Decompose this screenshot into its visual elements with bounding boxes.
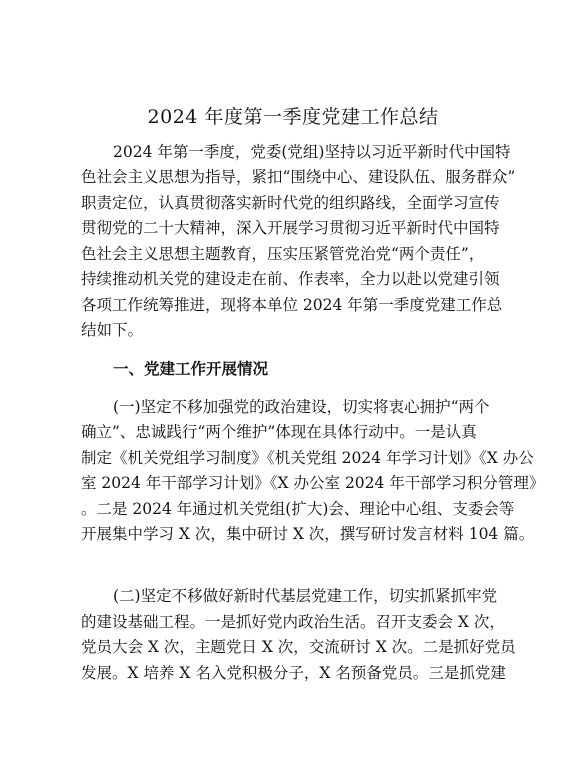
document-title: 2024 年度第一季度党建工作总结 <box>147 106 439 128</box>
intro-line: 结如下。 <box>81 321 144 339</box>
paragraph-line: 。二是 2024 年通过机关党组(扩大)会、理论中心组、支委会等 <box>81 500 515 518</box>
paragraph-line: 的建设基础工程。一是抓好党内政治生活。召开支委会 X 次， <box>81 613 505 631</box>
intro-line: 持续推动机关党的建设走在前、作表率，全力以赴以党建引领 <box>81 270 500 288</box>
intro-line: 贯彻党的二十大精神，深入开展学习贯彻习近平新时代中国特 <box>81 219 500 237</box>
paragraph-line: 开展集中学习 X 次，集中研讨 X 次，撰写研讨发言材料 104 篇。 <box>81 525 535 543</box>
paragraph-line: 党员大会 X 次，主题党日 X 次，交流研讨 X 次。二是抓好党员 <box>81 638 516 656</box>
paragraph-line: 制定《机关党组学习制度》《机关党组 2024 年学习计划》《X 办公 <box>81 449 534 467</box>
paragraph-line: 室 2024 年干部学习计划》《X 办公室 2024 年干部学习积分管理》 <box>81 474 545 492</box>
intro-line: 色社会主义思想主题教育，压实压紧管党治党“两个责任”， <box>81 245 485 263</box>
paragraph-line: (二)坚定不移做好新时代基层党建工作，切实抓紧抓牢党 <box>113 587 498 605</box>
intro-line: 色社会主义思想为指导，紧扣“围绕中心、建设队伍、服务群众” <box>81 168 516 186</box>
paragraph-line: 发展。X 培养 X 名入党积极分子，X 名预备党员。三是抓党建 <box>81 664 506 682</box>
section-heading: 一、党建工作开展情况 <box>113 359 269 378</box>
paragraph-line: 确立”、忠诚践行“两个维护”体现在具体行动中。一是认真 <box>81 423 477 441</box>
intro-line: 职责定位，认真贯彻落实新时代党的组织路线，全面学习宣传 <box>81 194 500 212</box>
intro-line: 各项工作统筹推进，现将本单位 2024 年第一季度党建工作总 <box>81 296 503 314</box>
intro-line: 2024 年第一季度，党委(党组)坚持以习近平新时代中国特 <box>113 143 511 161</box>
paragraph-line: (一)坚定不移加强党的政治建设，切实将衷心拥护“两个 <box>113 398 490 416</box>
